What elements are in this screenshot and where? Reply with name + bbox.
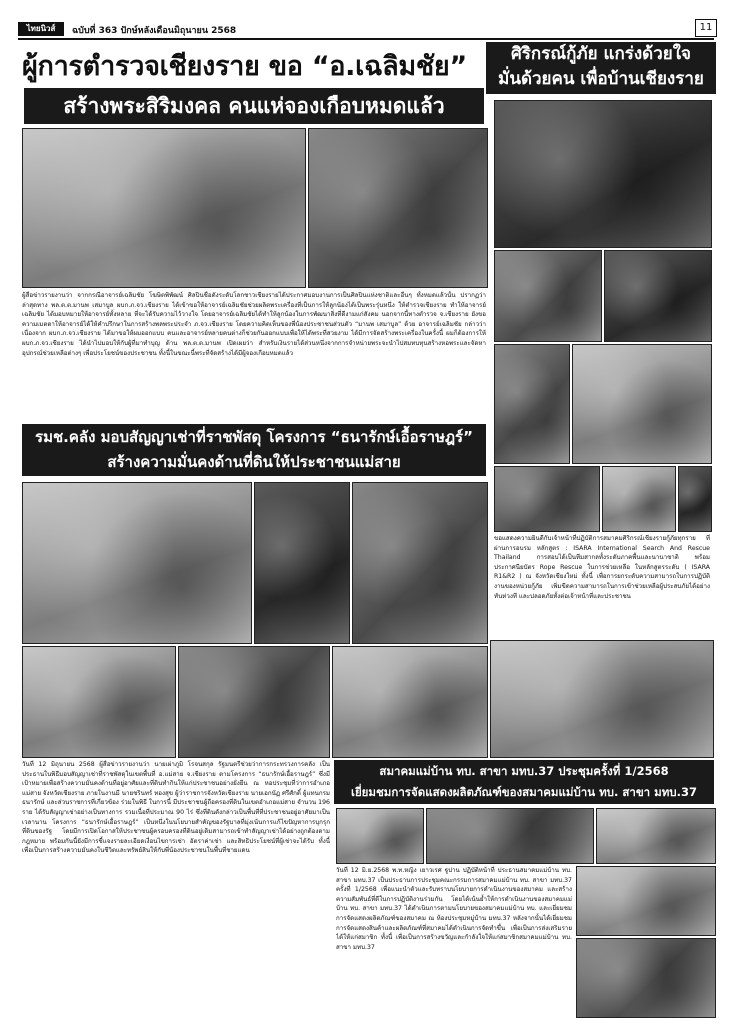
story2-photo-boat (494, 466, 600, 532)
story1-headline: ผู้การตำรวจเชียงราย ขอ “อ.เฉลิมชัย” (22, 51, 467, 82)
page-number (695, 19, 717, 37)
story2-headline-line2: มั่นด้วยคน เพื่อบ้านเชียงราย (498, 69, 704, 89)
story4-headline-box (334, 760, 714, 804)
story3-headline-box (22, 424, 486, 476)
story2-photo-rescuer (678, 466, 712, 532)
story2-photo-team (604, 250, 712, 342)
masthead-logo (18, 22, 64, 36)
header-rule (18, 38, 714, 40)
story1-subheadline: สร้างพระสิริมงคล คนแห่จองเกือบหมดแล้ว (24, 88, 484, 124)
story3-photo-handover1 (178, 646, 330, 758)
story3-headline-line2: สร้างความมั่นคงด้านที่ดินให้ประชาชนแม่สาย (107, 453, 401, 471)
story2-headline-box (486, 42, 716, 94)
story4-headline-line1: สมาคมแม่บ้าน ทบ. สาขา มทบ.37 ประชุมครั้งที่ 1/2568 (379, 764, 669, 778)
story3-headline-line1: รมช.คลัง มอบสัญญาเช่าที่ราชพัสดุ โครงการ “ธนารักษ์เอื้อราษฎร์” (35, 428, 473, 446)
issue-line: ฉบับที่ 363 ปักษ์หลังเดือนมิถุนายน 2568 (72, 26, 237, 36)
story4-photo-lineup (426, 808, 594, 864)
story4-photo-meeting (336, 808, 424, 864)
story1-photo-left (22, 128, 306, 288)
page-number-text: 11 (699, 22, 713, 33)
story3-body: วันที่ 12 มิถุนายน 2568 ผู้สื่อข่าวรายงานว่า นายเผ่าภูมิ โรจนสกุล รัฐมนตรีช่วยว่าการกระทรวงการคลัง เป็นประธานในพิธีมอบสัญญาเช่าที่ราชพัสดุในเขตพื้นที่ อ.แม่สาย จ.เชียงราย ตามโครงการ “ธนารักษ์เอื้อราษฎร์” ซึ่งมีเป้าหมายเพื่อสร้างความมั่นคงด้านที่อยู่อาศัยและที่ดินทำกินให้แก่ประชาชนอย่างยั่งยืน ณ หอประชุมที่ว่าการอำเภอแม่สาย จังหวัดเชียงราย ภายในงานมี นายชรินทร์ ทองสุข ผู้ว่าราชการจังหวัดเชียงราย นายเอกนัฏ ศรีศักดิ์ ผู้แทนกรมธนารักษ์ และส่วนราชการที่เกี่ยวข้อง ร่วมในพิธี ในการนี้ มีประชาชนผู้ถือครองที่ดินในเขตอำเภอแม่สาย จำนวน 196 ราย ได้รับสัญญาเช่าอย่างเป็นทางการ รวมเนื้อที่ประมาณ 90 ไร่ ซึ่งที่ดินดังกล่าวเป็นพื้นที่ที่ประชาชนอยู่อาศัยมาเป็นเวลานาน โครงการ “ธนารักษ์เอื้อราษฎร์” เป็นหนึ่งในนโยบายสำคัญของรัฐบาลที่มุ่งเน้นการแก้ไขปัญหาการบุกรุกที่ดินของรัฐ โดยมีการเปิดโอกาสให้ประชาชนผู้ครอบครองที่ดินอยู่เดิมสามารถเข้าทำสัญญาเช่าได้อย่างถูกต้องตามกฎหมาย พร้อมกันนี้ยังมีการชี้แจงรายละเอียดเงื่อนไขการเช่า อัตราค่าเช่า และสิทธิประโยชน์ที่ผู้เช่าจะได้รับ ทั้งนี้ เพื่อเป็นการสร้างความมั่นคงในชีวิตและทรัพย์สินให้กับพี่น้องประชาชนในพื้นที่ชายแดน (22, 761, 330, 855)
story1-photo-right (308, 128, 488, 288)
story3-photo-main (22, 482, 252, 644)
story2-photo-rocks (490, 640, 714, 758)
logo-text: ไทยนิวส์ (26, 24, 56, 33)
story4-photo-products2 (576, 938, 716, 1018)
story2-photo-group (494, 100, 712, 248)
story2-body: ขอแสดงความยินดีกับเจ้าหน้าที่ปฏิบัติการสมาคมศิริกรณ์เชียงรายกู้ภัยทุกราย ที่ผ่านการอบรม หลักสูตร : ISARA International Search And Rescue Thailand การสอบได้เป็นทีมสากลทั้งระดับภาคพื้นและนานาชาติ พร้อมประกาศนียบัตร Rope Rescue ในการช่วยเหลือ ในหลักสูตรระดับ ( ISARA R1&R2 ) ณ จังหวัดเชียงใหม่ ทั้งนี้ เพื่อการยกระดับความสามารถในการปฏิบัติงานของหน่วยกู้ภัย เพิ่มขีดความสามารถในการเข้าช่วยเหลือผู้ประสบภัยได้อย่างทันท่วงที และปลอดภัยทั้งต่อเจ้าหน้าที่และประชาชน (494, 535, 710, 600)
story3-photo-building (254, 482, 350, 644)
story4-photo-products1 (576, 866, 716, 936)
story2-photo-rope (494, 344, 570, 464)
story2-headline-line1: ศิริกรณ์กู้ภัย แกร่งด้วยใจ (511, 44, 691, 64)
story3-photo-handover2 (332, 646, 488, 758)
story4-photo-visit (596, 808, 716, 864)
story4-body: วันที่ 12 มิ.ย.2568 พ.ท.หญิง เยาวเรศ ฐูปาน ปฏิบัติหน้าที่ ประธานสมาคมแม่บ้าน ทบ. สาขา มทบ.37 เป็นประธานการประชุมคณะกรรมการสมาคมแม่บ้าน ทบ. สาขา มทบ.37 ครั้งที่ 1/2568 เพื่อแนะนำตัวและรับทราบนโยบายการดำเนินงานของสมาคม และสร้างความสัมพันธ์ที่ดีในการปฏิบัติงานร่วมกัน โดยได้เน้นย้ำให้การดำเนินงานของสมาคมแม่บ้าน ทบ. สาขา มทบ.37 ได้ดำเนินการตามนโยบายของสมาคมแม่บ้าน ทบ. และเยี่ยมชมการจัดแสดงผลิตภัณฑ์ของสมาคม ณ ห้องประชุมหมู่บ้าน มทบ.37 หลังจากนั้นได้เยี่ยมชมการจัดแสดงสินค้าและผลิตภัณฑ์ที่สมาคมได้ดำเนินการจัดทำขึ้น เพื่อเป็นการส่งเสริมรายได้ให้แก่สมาชิก ทั้งนี้ เพื่อเป็นการสร้างขวัญและกำลังใจให้แก่สมาชิกสมาคมแม่บ้าน ทบ. สาขา มทบ.37 (336, 867, 572, 951)
story3-photo-officials (352, 482, 488, 644)
story2-photo-raft (494, 250, 602, 342)
story3-photo-group (22, 646, 176, 758)
story2-photo-waterfall (572, 344, 712, 464)
story4-headline-line2: เยี่ยมชมการจัดแสดงผลิตภัณฑ์ของสมาคมแม่บ้าน ทบ. สาขา มทบ.37 (351, 785, 697, 799)
story2-photo-swimmer (602, 466, 676, 532)
story1-body: ผู้สื่อข่าวรายงานว่า จากกรณีอาจารย์เฉลิมชัย โฆษิตพิพัฒน์ ศิลปินชื่อดังระดับโลกชาวเชียงรายได้ประกาศมอบงานการเป็นศิลปินแห่งชาติและอื่นๆ ทั้งหมดแล้วนั้น ปรากฏว่าล่าสุดทาง พล.ต.ต.มานพ เสมาบูล ผบก.ภ.จว.เชียงราย ได้เข้าขอให้อาจารย์เฉลิมชัยช่วยผลิตพระเครื่องที่เป็นการให้ลูกน้องได้เป็นพระรุ่นหนึ่ง ให้ตำรวจเชียงราย ทำให้อาจารย์เฉลิมชัย ได้มอบหมายให้อาจารย์ทั้งหลาย ที่จะได้รับความไว้วางใจ โดยอาจารย์เฉลิมชัยได้ทำให้ลูกน้องในการพัฒนาสิ่งที่ดีงามแก่สังคม นอกจากนี้ทางตำรวจ จ.เชียงราย ยังขอความเมตตาให้อาจารย์ได้ให้คำปรึกษาในการสร้างพลพระประจำ ภ.จว.เชียงราย โดยความคิดเห็นของพี่น้องประชาชนส่วนตัว “มานพ เสมาบูล” ด้วย อาจารย์เฉลิมชัย กล่าวว่า เนื่องจาก ผบก.ภ.จว.เชียงราย ได้มาขอให้ผมออกแบบ คนและอาจารย์หลายคนต่างก็ช่วยกันออกแบบเพื่อให้ได้พระที่สวยงาม ได้มีการจัดสร้างพระเครื่องในครั้งนี้ ผมก็ต้องการให้ ผบก.ภ.จว.เชียงราย ได้นำไปมอบให้กับผู้ที่มาทำบุญ ด้าน พล.ต.ต.มานพ เปิดเผยว่า สำหรับเงินรายได้ส่วนหนึ่งจากการจำหน่ายพระจะนำไปสมทบทุนสร้างหอพระและจัดหาอุปกรณ์ช่วยเหลือต่างๆ เพื่อประโยชน์ของประชาชน ทั้งนี้ในขณะนี้พระที่จัดสร้างได้มีผู้จองเกือบหมดแล้ว (22, 292, 486, 357)
